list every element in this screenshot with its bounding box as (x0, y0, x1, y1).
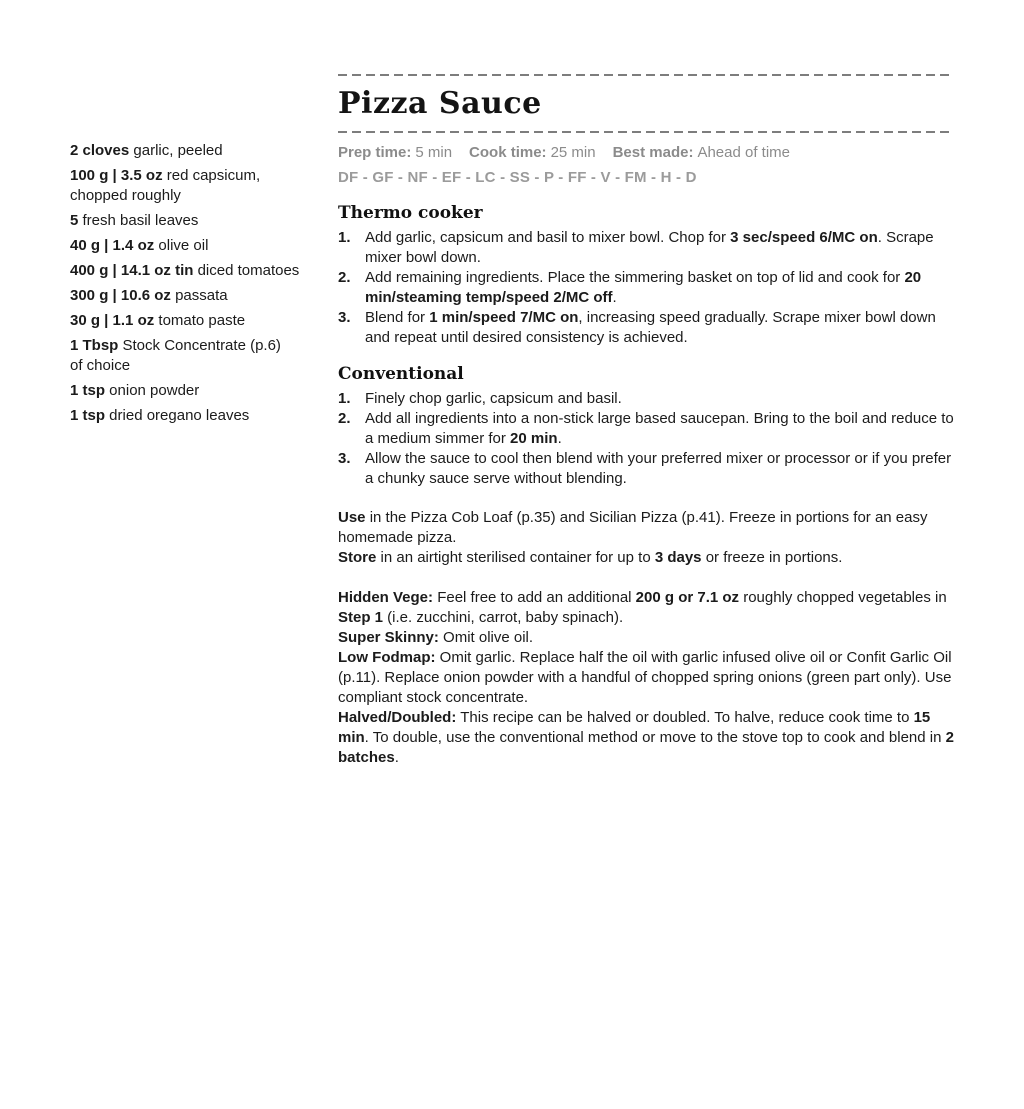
text-run: Use (338, 509, 366, 526)
text-run: dried oregano leaves (105, 407, 250, 424)
usage-notes (338, 508, 954, 568)
ingredient-item (70, 166, 352, 206)
text-run: 1 Tbsp (70, 337, 119, 354)
step-text (365, 268, 954, 308)
text-run: Omit olive oil. (438, 629, 534, 646)
step-number: 3. (338, 450, 351, 467)
step-text (365, 449, 954, 489)
text-run: Low Fodmap: (338, 649, 436, 666)
step-item (338, 449, 954, 489)
ingredient-item (70, 236, 352, 256)
meta-label: Prep time: (338, 144, 412, 161)
recipe-content (338, 74, 954, 768)
step-item (338, 228, 954, 268)
meta-value: 25 min (550, 144, 596, 161)
note-paragraph (338, 648, 954, 708)
text-run: garlic, peeled (129, 142, 223, 159)
text-run: , increasing speed gradually. Scrape mixer bowl down and repeat until desired consistency is achieved. (365, 309, 936, 346)
text-run: or freeze in portions. (701, 549, 843, 566)
meta-label: Best made: (612, 144, 694, 161)
text-run: . (394, 749, 399, 766)
meta-value: Ahead of time (697, 144, 791, 161)
text-run: 5 (70, 212, 79, 229)
text-run: Store (338, 549, 377, 566)
meta-item (613, 144, 790, 162)
ingredient-item (70, 286, 352, 306)
step-number: 1. (338, 229, 351, 246)
note-paragraph (338, 508, 954, 548)
text-run: Super Skinny: (338, 629, 439, 646)
divider-top (338, 74, 954, 76)
ingredient-item (70, 211, 352, 231)
thermo-steps-list (338, 228, 954, 348)
text-run: Stock Concentrate (p.6) of choice (70, 337, 281, 374)
step-item (338, 389, 954, 409)
step-number: 2. (338, 410, 351, 427)
ingredient-item (70, 381, 352, 401)
text-run: Step 1 (338, 609, 384, 626)
section-heading-thermo: Thermo cooker (338, 203, 483, 223)
ingredients-list (70, 141, 352, 431)
text-run: passata (170, 287, 228, 304)
step-text (365, 308, 954, 348)
text-run: 3 sec/speed 6/MC on (730, 229, 878, 246)
text-run: 300 g | 10.6 oz (70, 287, 171, 304)
text-run: Add garlic, capsicum and basil to mixer bowl. Chop for (365, 229, 731, 246)
text-run: (i.e. zucchini, carrot, baby spinach). (383, 609, 624, 626)
text-run: onion powder (105, 382, 200, 399)
text-run: tomato paste (154, 312, 246, 329)
text-run: 2 batches (338, 729, 954, 766)
text-run: olive oil (154, 237, 209, 254)
text-run: 30 g | 1.1 oz (70, 312, 155, 329)
text-run: 15 min (338, 709, 931, 746)
step-item (338, 268, 954, 308)
text-run: 20 min (510, 430, 558, 447)
ingredient-item (70, 141, 352, 161)
text-run: 20 min/steaming temp/speed 2/MC off (365, 269, 922, 306)
step-item (338, 308, 954, 348)
text-run: 1 tsp (70, 382, 106, 399)
ingredient-item (70, 406, 352, 426)
text-run: . (612, 289, 617, 306)
step-number: 3. (338, 309, 351, 326)
text-run: roughly chopped vegetables in (739, 589, 947, 606)
text-run: Add remaining ingredients. Place the simmering basket on top of lid and cook for (365, 269, 905, 286)
text-run: 2 cloves (70, 142, 130, 159)
variation-notes (338, 588, 954, 768)
text-run: fresh basil leaves (78, 212, 199, 229)
meta-label: Cook time: (469, 144, 547, 161)
meta-item (469, 144, 596, 162)
text-run: Feel free to add an additional (433, 589, 636, 606)
step-number: 1. (338, 390, 351, 407)
note-paragraph (338, 548, 954, 568)
text-run: Hidden Vege: (338, 589, 434, 606)
text-run: Add all ingredients into a non-stick large based saucepan. Bring to the boil and reduce to a medium simmer for (365, 410, 954, 447)
text-run: 400 g | 14.1 oz tin (70, 262, 194, 279)
text-run: Blend for (365, 309, 430, 326)
meta-row (338, 144, 954, 162)
text-run: 3 days (654, 549, 702, 566)
text-run: Halved/Doubled: (338, 709, 457, 726)
text-run: . Scrape mixer bowl down. (365, 229, 934, 266)
text-run: This recipe can be halved or doubled. To halve, reduce cook time to (456, 709, 914, 726)
conventional-steps-list (338, 389, 954, 489)
section-heading-conventional: Conventional (338, 364, 464, 384)
ingredient-item (70, 261, 352, 281)
text-run: Omit garlic. Replace half the oil with garlic infused olive oil or Confit Garlic Oil (p.11). Replace onion powder with a handful of chopped spring onions (green part only). Use compliant stock concentrate. (338, 649, 952, 706)
section-thermo-cooker (338, 203, 954, 348)
step-text (365, 389, 954, 409)
note-paragraph (338, 708, 954, 768)
text-run: diced tomatoes (193, 262, 300, 279)
text-run: in an airtight sterilised container for up to (376, 549, 655, 566)
text-run: 1 tsp (70, 407, 106, 424)
text-run: . To double, use the conventional method or move to the stove top to cook and blend in (364, 729, 946, 746)
dietary-codes: DF - GF - NF - EF - LC - SS - P - FF - V - FM - H - D (338, 169, 697, 186)
text-run: . (557, 430, 562, 447)
text-run: 100 g | 3.5 oz (70, 167, 163, 184)
note-paragraph (338, 628, 954, 648)
text-run: 1 min/speed 7/MC on (429, 309, 579, 326)
ingredient-item (70, 336, 352, 376)
page-title: Pizza Sauce (338, 86, 542, 121)
text-run: red capsicum, chopped roughly (70, 167, 261, 204)
text-run: in the Pizza Cob Loaf (p.35) and Sicilian Pizza (p.41). Freeze in portions for an easy homemade pizza. (338, 509, 928, 546)
step-text (365, 409, 954, 449)
divider-bottom (338, 131, 954, 133)
text-run: Finely chop garlic, capsicum and basil. (365, 390, 622, 407)
step-number: 2. (338, 269, 351, 286)
step-item (338, 409, 954, 449)
note-paragraph (338, 588, 954, 628)
text-run: 40 g | 1.4 oz (70, 237, 155, 254)
ingredient-item (70, 311, 352, 331)
meta-value: 5 min (415, 144, 453, 161)
section-conventional (338, 364, 954, 489)
meta-item (338, 144, 452, 162)
text-run: 200 g or 7.1 oz (635, 589, 740, 606)
text-run: Allow the sauce to cool then blend with your preferred mixer or processor or if you prefer a chunky sauce serve without blending. (365, 450, 952, 487)
step-text (365, 228, 954, 268)
